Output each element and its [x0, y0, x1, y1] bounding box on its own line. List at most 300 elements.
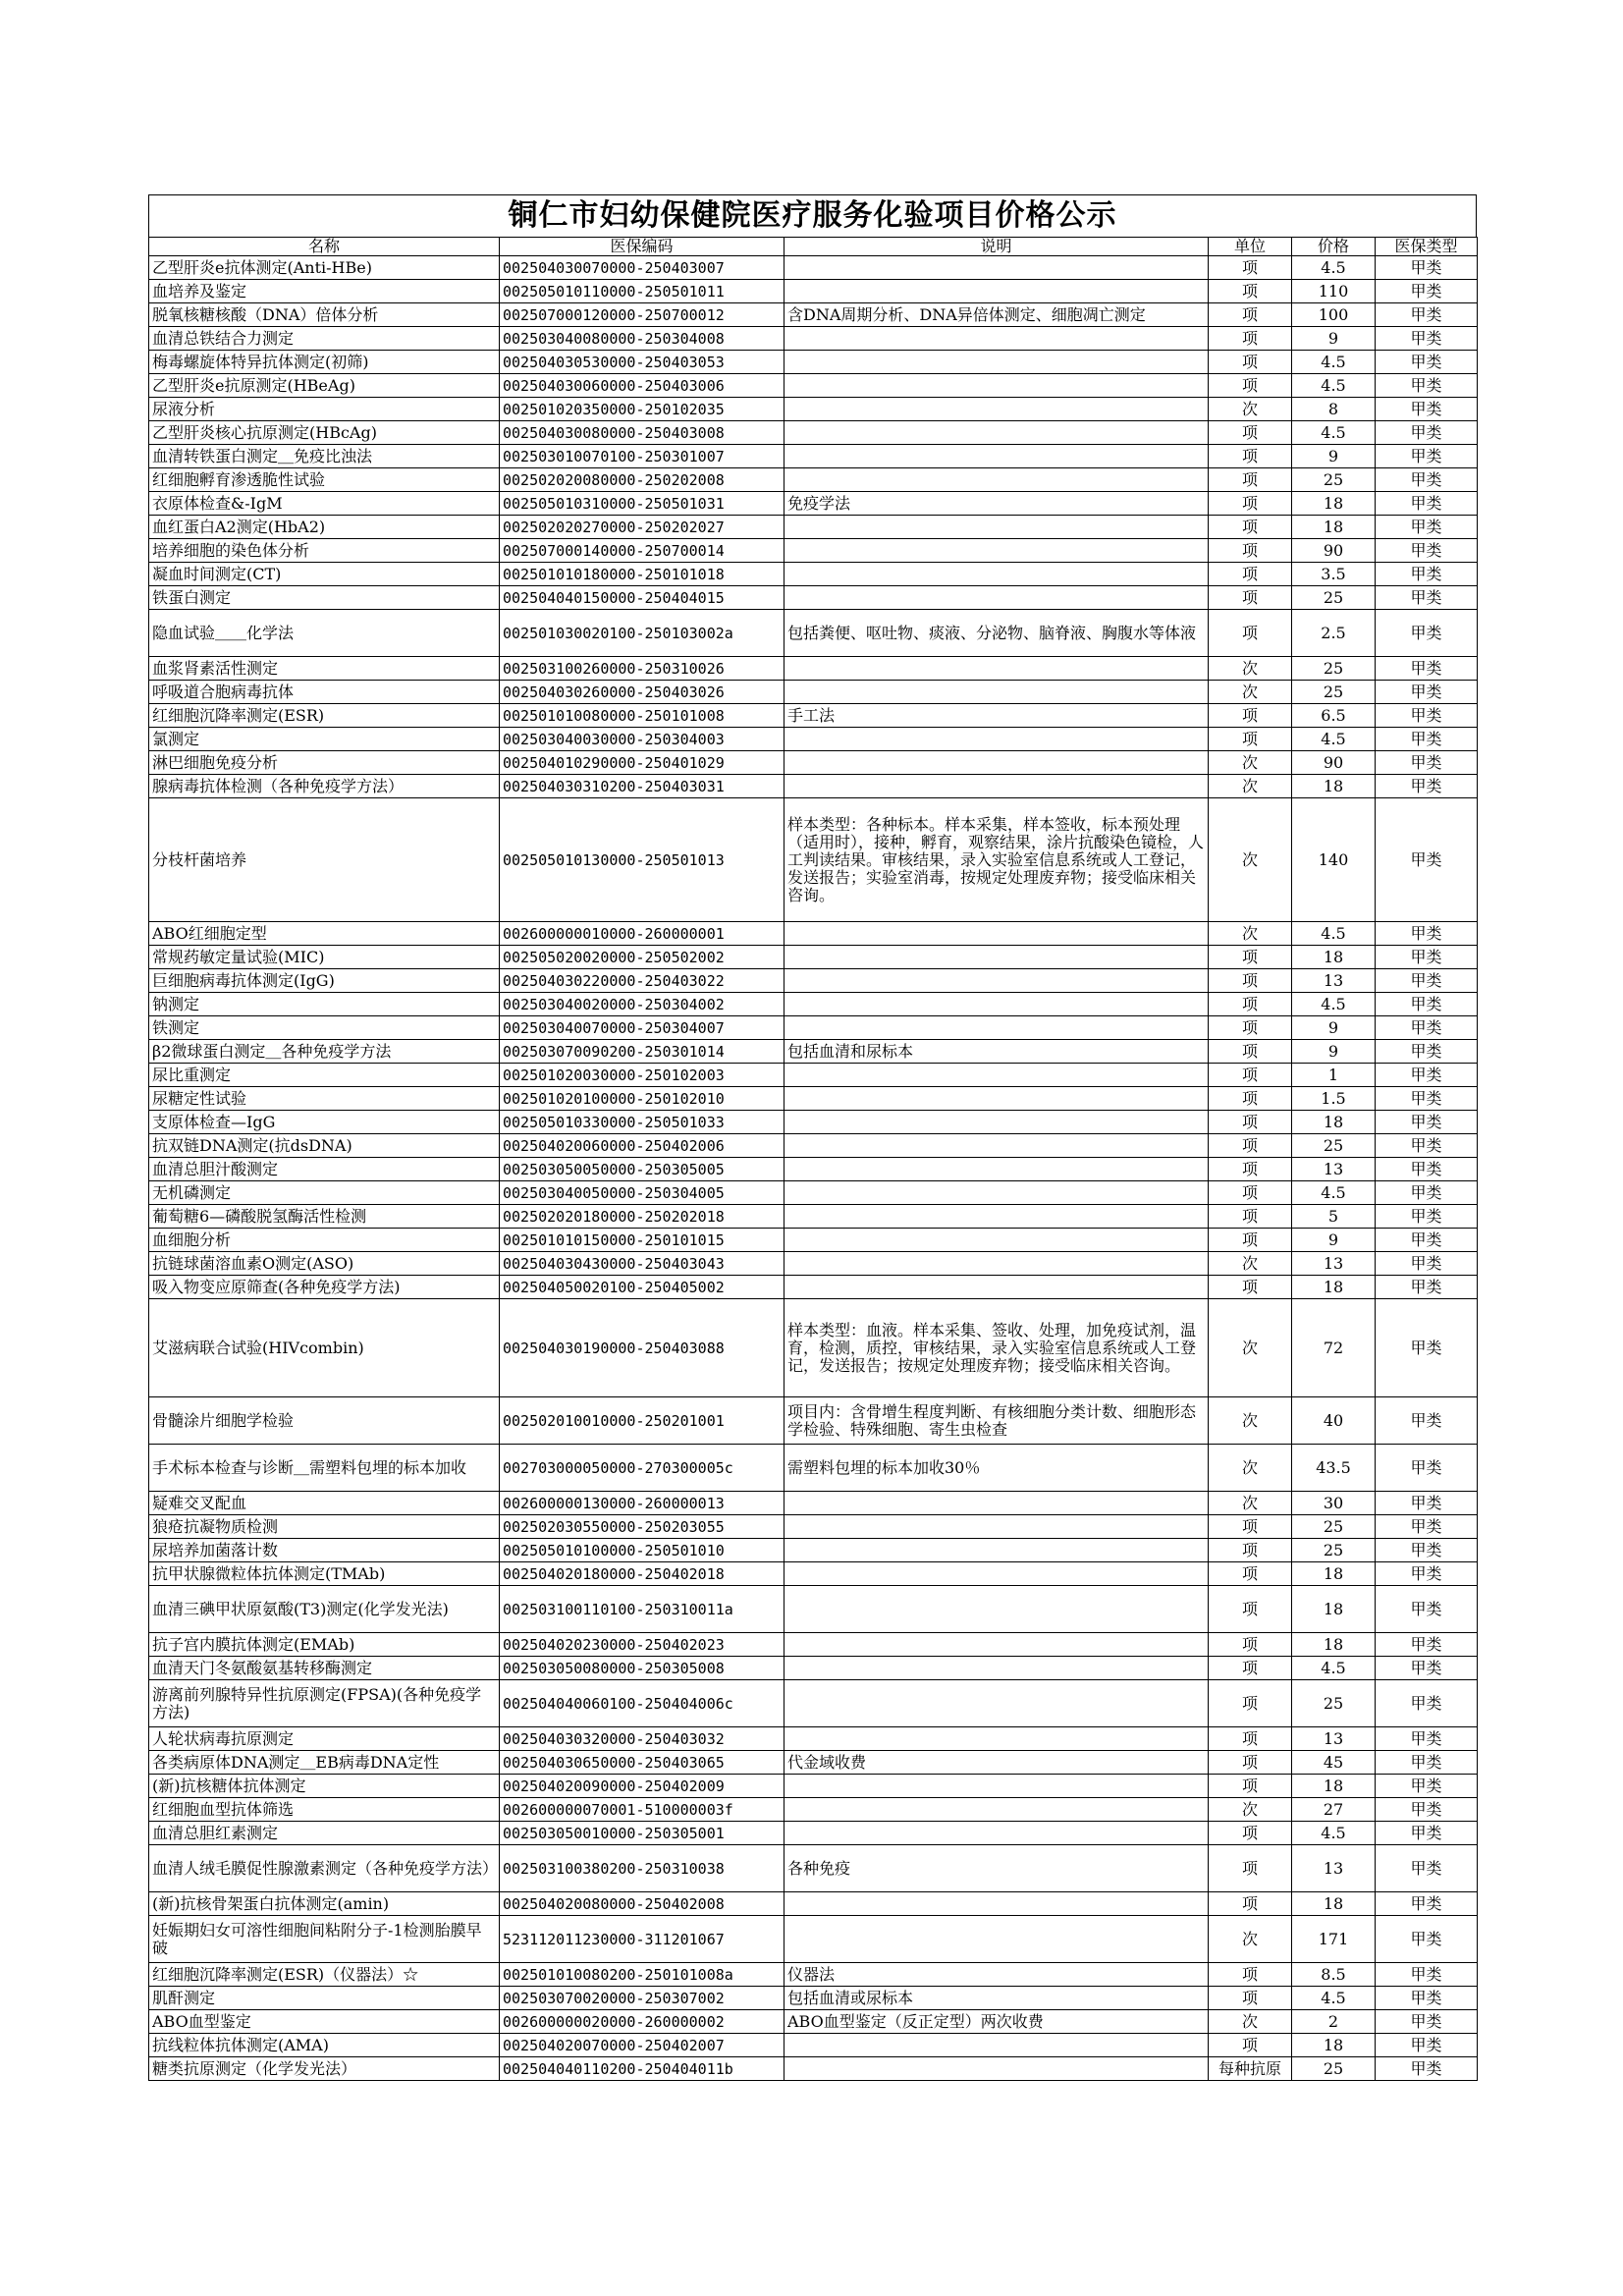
cell-unit: 项	[1209, 1087, 1292, 1111]
cell-code: 002504030430000-250403043	[500, 1252, 784, 1276]
cell-type: 甲类	[1376, 1680, 1478, 1727]
cell-code: 002600000010000-260000001	[500, 922, 784, 946]
cell-name: 铁蛋白测定	[149, 586, 500, 610]
cell-desc	[784, 2034, 1209, 2057]
cell-unit: 次	[1209, 398, 1292, 421]
cell-price: 4.5	[1292, 1657, 1376, 1680]
cell-unit: 次	[1209, 1299, 1292, 1397]
cell-code: 002502010010000-250201001	[500, 1397, 784, 1445]
table-row	[149, 1158, 1478, 1181]
cell-desc	[784, 751, 1209, 775]
cell-name: 血清人绒毛膜促性腺激素测定（各种免疫学方法）	[149, 1845, 500, 1892]
cell-type: 甲类	[1376, 1751, 1478, 1775]
cell-unit: 项	[1209, 1040, 1292, 1064]
cell-desc	[784, 1657, 1209, 1680]
cell-unit: 项	[1209, 516, 1292, 539]
cell-name: 呼吸道合胞病毒抗体	[149, 681, 500, 704]
cell-unit: 项	[1209, 468, 1292, 492]
cell-unit: 项	[1209, 586, 1292, 610]
table-row	[149, 1963, 1478, 1987]
cell-type: 甲类	[1376, 2034, 1478, 2057]
cell-code: 002501030020100-250103002a	[500, 610, 784, 657]
cell-unit: 项	[1209, 492, 1292, 516]
cell-unit: 项	[1209, 421, 1292, 445]
header-unit: 单位	[1209, 238, 1292, 256]
cell-type: 甲类	[1376, 1916, 1478, 1963]
cell-name: 艾滋病联合试验(HIVcombin)	[149, 1299, 500, 1397]
cell-name: 尿培养加菌落计数	[149, 1539, 500, 1562]
table-row	[149, 539, 1478, 563]
cell-desc	[784, 1134, 1209, 1158]
cell-price: 9	[1292, 1040, 1376, 1064]
cell-price: 4.5	[1292, 1181, 1376, 1205]
table-row	[149, 445, 1478, 468]
cell-desc	[784, 1111, 1209, 1134]
cell-price: 13	[1292, 1252, 1376, 1276]
table-row	[149, 751, 1478, 775]
cell-desc	[784, 516, 1209, 539]
cell-name: 血清转铁蛋白测定＿免疫比浊法	[149, 445, 500, 468]
table-row	[149, 516, 1478, 539]
cell-desc	[784, 1586, 1209, 1633]
cell-name: 血清总铁结合力测定	[149, 327, 500, 351]
cell-type: 甲类	[1376, 1205, 1478, 1229]
cell-price: 4.5	[1292, 256, 1376, 280]
cell-type: 甲类	[1376, 351, 1478, 374]
cell-unit: 项	[1209, 1181, 1292, 1205]
table-row	[149, 2010, 1478, 2034]
cell-type: 甲类	[1376, 516, 1478, 539]
cell-unit: 项	[1209, 1892, 1292, 1916]
table-row	[149, 1064, 1478, 1087]
cell-code: 002504030060000-250403006	[500, 374, 784, 398]
table-row	[149, 1775, 1478, 1798]
cell-name: 妊娠期妇女可溶性细胞间粘附分子-1检测胎膜早破	[149, 1916, 500, 1963]
cell-unit: 次	[1209, 2010, 1292, 2034]
cell-price: 18	[1292, 492, 1376, 516]
cell-code: 002507000140000-250700014	[500, 539, 784, 563]
cell-code: 002505010130000-250501013	[500, 798, 784, 922]
cell-desc	[784, 1229, 1209, 1252]
cell-type: 甲类	[1376, 1276, 1478, 1299]
table-row	[149, 610, 1478, 657]
cell-desc: 仪器法	[784, 1963, 1209, 1987]
cell-desc: 手工法	[784, 704, 1209, 728]
cell-code: 002503100110100-250310011a	[500, 1586, 784, 1633]
cell-desc	[784, 946, 1209, 969]
cell-desc	[784, 1633, 1209, 1657]
cell-desc	[784, 1276, 1209, 1299]
cell-type: 甲类	[1376, 1181, 1478, 1205]
cell-price: 1.5	[1292, 1087, 1376, 1111]
cell-code: 002600000130000-260000013	[500, 1492, 784, 1515]
cell-price: 9	[1292, 327, 1376, 351]
cell-type: 甲类	[1376, 2057, 1478, 2081]
cell-name: 红细胞沉降率测定(ESR)（仪器法）☆	[149, 1963, 500, 1987]
table-row	[149, 1111, 1478, 1134]
cell-name: 手术标本检查与诊断＿需塑料包埋的标本加收	[149, 1445, 500, 1492]
cell-name: ABO红细胞定型	[149, 922, 500, 946]
cell-desc	[784, 1016, 1209, 1040]
cell-name: 血清总胆红素测定	[149, 1822, 500, 1845]
cell-desc	[784, 563, 1209, 586]
cell-type: 甲类	[1376, 1299, 1478, 1397]
cell-code: 002504030220000-250403022	[500, 969, 784, 993]
cell-type: 甲类	[1376, 1963, 1478, 1987]
cell-type: 甲类	[1376, 445, 1478, 468]
cell-name: 培养细胞的染色体分析	[149, 539, 500, 563]
cell-type: 甲类	[1376, 704, 1478, 728]
table-row	[149, 1822, 1478, 1845]
cell-type: 甲类	[1376, 1657, 1478, 1680]
cell-desc: 代金域收费	[784, 1751, 1209, 1775]
cell-price: 25	[1292, 586, 1376, 610]
table-row	[149, 398, 1478, 421]
table-row	[149, 327, 1478, 351]
cell-price: 18	[1292, 1586, 1376, 1633]
cell-type: 甲类	[1376, 468, 1478, 492]
cell-price: 3.5	[1292, 563, 1376, 586]
cell-code: 002501020030000-250102003	[500, 1064, 784, 1087]
cell-type: 甲类	[1376, 610, 1478, 657]
cell-name: 尿比重测定	[149, 1064, 500, 1087]
cell-price: 4.5	[1292, 993, 1376, 1016]
cell-price: 9	[1292, 1229, 1376, 1252]
table-row	[149, 1087, 1478, 1111]
cell-name: (新)抗核骨架蛋白抗体测定(amin)	[149, 1892, 500, 1916]
cell-code: 002502020080000-250202008	[500, 468, 784, 492]
table-row	[149, 922, 1478, 946]
cell-code: 002501010150000-250101015	[500, 1229, 784, 1252]
cell-desc	[784, 1205, 1209, 1229]
cell-price: 13	[1292, 1845, 1376, 1892]
table-row	[149, 969, 1478, 993]
cell-desc: 项目内：含骨增生程度判断、有核细胞分类计数、细胞形态学检验、特殊细胞、寄生虫检查	[784, 1397, 1209, 1445]
cell-unit: 项	[1209, 1775, 1292, 1798]
cell-name: 乙型肝炎e抗体测定(Anti-HBe)	[149, 256, 500, 280]
cell-price: 2.5	[1292, 610, 1376, 657]
cell-unit: 项	[1209, 1134, 1292, 1158]
cell-code: 002600000020000-260000002	[500, 2010, 784, 2034]
cell-price: 72	[1292, 1299, 1376, 1397]
cell-desc	[784, 1515, 1209, 1539]
cell-unit: 项	[1209, 1633, 1292, 1657]
cell-unit: 每种抗原	[1209, 2057, 1292, 2081]
cell-desc	[784, 445, 1209, 468]
cell-unit: 次	[1209, 657, 1292, 681]
cell-price: 110	[1292, 280, 1376, 303]
cell-code: 002503050010000-250305001	[500, 1822, 784, 1845]
cell-desc	[784, 351, 1209, 374]
cell-type: 甲类	[1376, 1229, 1478, 1252]
cell-price: 18	[1292, 775, 1376, 798]
cell-code: 002505010110000-250501011	[500, 280, 784, 303]
cell-type: 甲类	[1376, 922, 1478, 946]
cell-name: 抗子宫内膜抗体测定(EMAb)	[149, 1633, 500, 1657]
cell-name: 疑难交叉配血	[149, 1492, 500, 1515]
cell-code: 002503070020000-250307002	[500, 1987, 784, 2010]
cell-unit: 次	[1209, 1492, 1292, 1515]
cell-price: 13	[1292, 1158, 1376, 1181]
cell-type: 甲类	[1376, 969, 1478, 993]
cell-name: 糖类抗原测定（化学发光法）	[149, 2057, 500, 2081]
cell-unit: 项	[1209, 1963, 1292, 1987]
cell-desc	[784, 1798, 1209, 1822]
cell-price: 8.5	[1292, 1963, 1376, 1987]
cell-type: 甲类	[1376, 657, 1478, 681]
cell-code: 002501020350000-250102035	[500, 398, 784, 421]
cell-unit: 次	[1209, 1397, 1292, 1445]
cell-unit: 项	[1209, 969, 1292, 993]
cell-code: 002504030650000-250403065	[500, 1751, 784, 1775]
cell-name: 常规药敏定量试验(MIC)	[149, 946, 500, 969]
cell-price: 90	[1292, 539, 1376, 563]
cell-name: 红细胞孵育渗透脆性试验	[149, 468, 500, 492]
cell-price: 4.5	[1292, 1987, 1376, 2010]
cell-unit: 次	[1209, 922, 1292, 946]
cell-name: 葡萄糖6—磷酸脱氢酶活性检测	[149, 1205, 500, 1229]
cell-price: 9	[1292, 445, 1376, 468]
cell-code: 002504030080000-250403008	[500, 421, 784, 445]
cell-unit: 项	[1209, 445, 1292, 468]
cell-code: 002504020180000-250402018	[500, 1562, 784, 1586]
cell-code: 002703000050000-270300005c	[500, 1445, 784, 1492]
table-row	[149, 775, 1478, 798]
table-row	[149, 1299, 1478, 1397]
cell-name: 梅毒螺旋体特异抗体测定(初筛)	[149, 351, 500, 374]
cell-price: 4.5	[1292, 922, 1376, 946]
cell-type: 甲类	[1376, 1633, 1478, 1657]
cell-name: 吸入物变应原筛查(各种免疫学方法)	[149, 1276, 500, 1299]
cell-code: 002507000120000-250700012	[500, 303, 784, 327]
cell-unit: 项	[1209, 1586, 1292, 1633]
cell-type: 甲类	[1376, 1727, 1478, 1751]
cell-unit: 项	[1209, 1111, 1292, 1134]
cell-unit: 项	[1209, 946, 1292, 969]
cell-name: 尿糖定性试验	[149, 1087, 500, 1111]
cell-type: 甲类	[1376, 539, 1478, 563]
cell-unit: 项	[1209, 351, 1292, 374]
cell-price: 45	[1292, 1751, 1376, 1775]
cell-code: 002501010180000-250101018	[500, 563, 784, 586]
cell-price: 25	[1292, 1515, 1376, 1539]
table-row	[149, 1397, 1478, 1445]
cell-name: 各类病原体DNA测定＿EB病毒DNA定性	[149, 1751, 500, 1775]
cell-unit: 项	[1209, 1539, 1292, 1562]
header-type: 医保类型	[1376, 238, 1478, 256]
cell-type: 甲类	[1376, 993, 1478, 1016]
cell-desc	[784, 327, 1209, 351]
cell-type: 甲类	[1376, 1111, 1478, 1134]
cell-name: 淋巴细胞免疫分析	[149, 751, 500, 775]
table-row	[149, 1562, 1478, 1586]
cell-price: 27	[1292, 1798, 1376, 1822]
cell-desc: 需塑料包埋的标本加收30％	[784, 1445, 1209, 1492]
cell-desc	[784, 681, 1209, 704]
cell-code: 002503040070000-250304007	[500, 1016, 784, 1040]
table-row	[149, 1276, 1478, 1299]
header-code: 医保编码	[500, 238, 784, 256]
cell-type: 甲类	[1376, 1892, 1478, 1916]
cell-unit: 项	[1209, 1562, 1292, 1586]
cell-code: 002505010310000-250501031	[500, 492, 784, 516]
table-row	[149, 2057, 1478, 2081]
table-row	[149, 374, 1478, 398]
table-row	[149, 681, 1478, 704]
cell-desc: 含DNA周期分析、DNA异倍体测定、细胞凋亡测定	[784, 303, 1209, 327]
cell-unit: 项	[1209, 1276, 1292, 1299]
table-row	[149, 1492, 1478, 1515]
cell-code: 523112011230000-311201067	[500, 1916, 784, 1963]
cell-price: 9	[1292, 1016, 1376, 1040]
table-row	[149, 1727, 1478, 1751]
table-row	[149, 1892, 1478, 1916]
table-row	[149, 1040, 1478, 1064]
table-row	[149, 728, 1478, 751]
cell-price: 18	[1292, 516, 1376, 539]
page-title: 铜仁市妇幼保健院医疗服务化验项目价格公示	[148, 194, 1477, 237]
table-row	[149, 946, 1478, 969]
table-row	[149, 1586, 1478, 1633]
cell-code: 002505010330000-250501033	[500, 1111, 784, 1134]
cell-code: 002504050020100-250405002	[500, 1276, 784, 1299]
cell-type: 甲类	[1376, 1087, 1478, 1111]
cell-desc	[784, 1181, 1209, 1205]
table-row	[149, 798, 1478, 922]
cell-name: 凝血时间测定(CT)	[149, 563, 500, 586]
cell-name: 抗甲状腺微粒体抗体测定(TMAb)	[149, 1562, 500, 1586]
cell-price: 40	[1292, 1397, 1376, 1445]
cell-type: 甲类	[1376, 1822, 1478, 1845]
cell-price: 25	[1292, 468, 1376, 492]
cell-type: 甲类	[1376, 1016, 1478, 1040]
cell-name: 无机磷测定	[149, 1181, 500, 1205]
cell-type: 甲类	[1376, 1064, 1478, 1087]
cell-price: 18	[1292, 1562, 1376, 1586]
cell-unit: 项	[1209, 1205, 1292, 1229]
price-sheet	[148, 194, 1477, 2081]
price-table	[148, 237, 1478, 2081]
cell-unit: 次	[1209, 1916, 1292, 1963]
cell-unit: 项	[1209, 1657, 1292, 1680]
cell-type: 甲类	[1376, 946, 1478, 969]
table-row	[149, 1680, 1478, 1727]
cell-code: 002504020080000-250402008	[500, 1892, 784, 1916]
cell-name: 腺病毒抗体检测（各种免疫学方法）	[149, 775, 500, 798]
cell-unit: 项	[1209, 1229, 1292, 1252]
cell-name: 血培养及鉴定	[149, 280, 500, 303]
cell-type: 甲类	[1376, 798, 1478, 922]
cell-desc: 各种免疫	[784, 1845, 1209, 1892]
cell-unit: 项	[1209, 1987, 1292, 2010]
cell-name: ABO血型鉴定	[149, 2010, 500, 2034]
table-row	[149, 1134, 1478, 1158]
table-row	[149, 1515, 1478, 1539]
cell-desc	[784, 256, 1209, 280]
header-desc: 说明	[784, 238, 1209, 256]
cell-type: 甲类	[1376, 374, 1478, 398]
table-row	[149, 1657, 1478, 1680]
cell-unit: 项	[1209, 327, 1292, 351]
cell-type: 甲类	[1376, 751, 1478, 775]
cell-unit: 项	[1209, 1064, 1292, 1087]
cell-code: 002504040110200-250404011b	[500, 2057, 784, 2081]
cell-desc	[784, 1680, 1209, 1727]
cell-name: 乙型肝炎核心抗原测定(HBcAg)	[149, 421, 500, 445]
cell-type: 甲类	[1376, 398, 1478, 421]
table-row	[149, 468, 1478, 492]
cell-name: 游离前列腺特异性抗原测定(FPSA)(各种免疫学方法)	[149, 1680, 500, 1727]
cell-type: 甲类	[1376, 303, 1478, 327]
cell-unit: 项	[1209, 610, 1292, 657]
cell-price: 18	[1292, 946, 1376, 969]
cell-name: 红细胞沉降率测定(ESR)	[149, 704, 500, 728]
cell-type: 甲类	[1376, 1562, 1478, 1586]
cell-unit: 项	[1209, 728, 1292, 751]
cell-unit: 项	[1209, 1016, 1292, 1040]
cell-type: 甲类	[1376, 1775, 1478, 1798]
table-row	[149, 421, 1478, 445]
cell-name: (新)抗核糖体抗体测定	[149, 1775, 500, 1798]
cell-code: 002504030310200-250403031	[500, 775, 784, 798]
cell-unit: 项	[1209, 1822, 1292, 1845]
cell-desc: 样本类型：各种标本。样本采集，样本签收，标本预处理（适用时），接种，孵育，观察结果，涂片抗酸染色镜检，人工判读结果。审核结果，录入实验室信息系统或人工登记，发送报告；实验室消毒，按规定处理废弃物；接受临床相关咨询。	[784, 798, 1209, 922]
cell-price: 8	[1292, 398, 1376, 421]
table-row	[149, 586, 1478, 610]
cell-code: 002503040030000-250304003	[500, 728, 784, 751]
cell-code: 002504030260000-250403026	[500, 681, 784, 704]
cell-code: 002505010100000-250501010	[500, 1539, 784, 1562]
cell-code: 002505020020000-250502002	[500, 946, 784, 969]
cell-unit: 项	[1209, 374, 1292, 398]
cell-price: 18	[1292, 1111, 1376, 1134]
cell-type: 甲类	[1376, 327, 1478, 351]
cell-desc	[784, 1087, 1209, 1111]
cell-name: 红细胞血型抗体筛选	[149, 1798, 500, 1822]
cell-code: 002504020230000-250402023	[500, 1633, 784, 1657]
cell-code: 002504030530000-250403053	[500, 351, 784, 374]
cell-name: 分枝杆菌培养	[149, 798, 500, 922]
table-row	[149, 1016, 1478, 1040]
cell-type: 甲类	[1376, 1445, 1478, 1492]
cell-code: 002504030320000-250403032	[500, 1727, 784, 1751]
table-row	[149, 1445, 1478, 1492]
cell-unit: 次	[1209, 798, 1292, 922]
cell-desc	[784, 775, 1209, 798]
table-row	[149, 1633, 1478, 1657]
cell-unit: 项	[1209, 1158, 1292, 1181]
cell-desc	[784, 1892, 1209, 1916]
table-header	[149, 238, 1478, 256]
cell-name: 铁测定	[149, 1016, 500, 1040]
cell-price: 140	[1292, 798, 1376, 922]
cell-desc	[784, 1252, 1209, 1276]
cell-unit: 次	[1209, 1798, 1292, 1822]
cell-code: 002504020060000-250402006	[500, 1134, 784, 1158]
cell-type: 甲类	[1376, 1397, 1478, 1445]
table-row	[149, 1916, 1478, 1963]
cell-unit: 项	[1209, 1727, 1292, 1751]
cell-price: 30	[1292, 1492, 1376, 1515]
table-row	[149, 563, 1478, 586]
cell-unit: 项	[1209, 256, 1292, 280]
cell-price: 4.5	[1292, 728, 1376, 751]
cell-type: 甲类	[1376, 1252, 1478, 1276]
cell-desc	[784, 922, 1209, 946]
cell-type: 甲类	[1376, 1492, 1478, 1515]
cell-code: 002502020270000-250202027	[500, 516, 784, 539]
cell-code: 002501020100000-250102010	[500, 1087, 784, 1111]
